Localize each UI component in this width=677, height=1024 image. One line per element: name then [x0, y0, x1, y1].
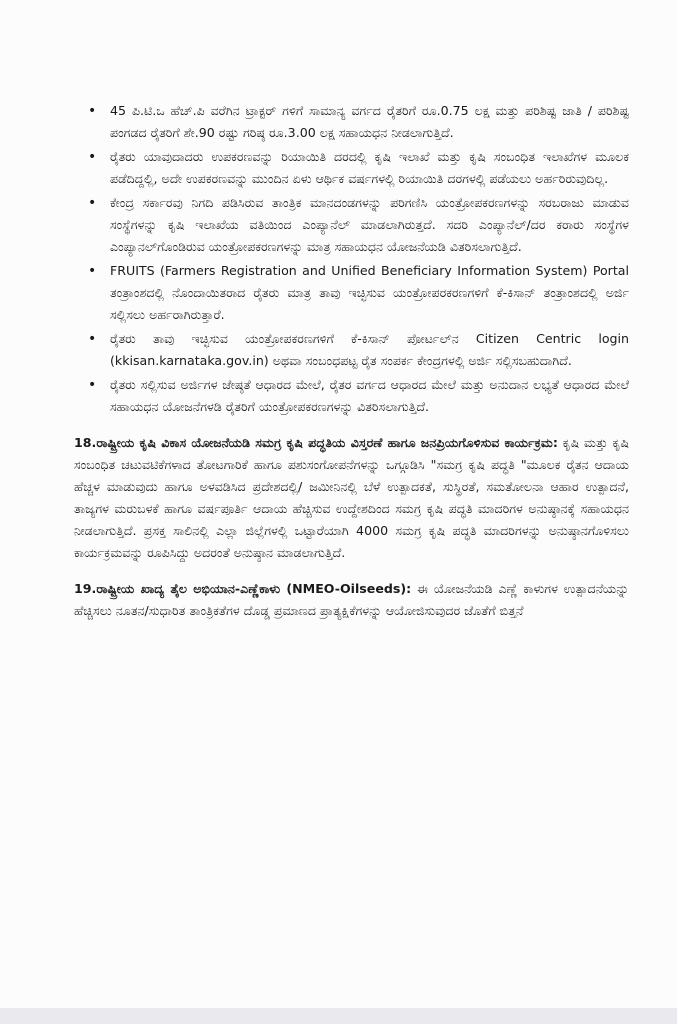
- section-18-number: 18.: [74, 435, 97, 450]
- bullet-item-fruits-portal: • FRUITS (Farmers Registration and Unified Beneficiary Information System) Portal ತಂತ್ರಾಂಶದಲ್ಲಿ ನೊಂದಾಯಿತರಾದ ರೈತರು ಮಾತ್ರ ತಾವು ಇಚ್ಛಿಸುವ ಯಂತ್ರೋಪರಕರಣಗಳಿಗೆ ಕೆ-ಕಿಸಾನ್ ತಂತ್ರಾಂಶದಲ್ಲಿ ಅರ್ಜಿ ಸಲ್ಲಿಸಲು ಅರ್ಹರಾಗಿರುತ್ತಾರೆ.: [110, 260, 629, 326]
- bullet-item-kkisan-login: • ರೈತರು ತಾವು ಇಚ್ಛಿಸುವ ಯಂತ್ರೋಪಕರಣಗಳಿಗೆ ಕೆ-ಕಿಸಾನ್ ಪೋರ್ಟಲ್‌ನ Citizen Centric login (kkisan.karnataka.gov.in) ಅಥವಾ ಸಂಬಂಧಪಟ್ಟ ರೈತ ಸಂಪರ್ಕ ಕೇಂದ್ರಗಳಲ್ಲಿ ಅರ್ಜಿ ಸಲ್ಲಿಸಬಹುದಾಗಿದೆ.: [110, 328, 629, 372]
- section-18-body: ಕೃಷಿ ಮತ್ತು ಕೃಷಿ ಸಂಬಂಧಿತ ಚಟುವಟಿಕೆಗಳಾದ ತೋಟಗಾರಿಕೆ ಹಾಗೂ ಪಶುಸಂಗೋಪನೆಗಳನ್ನು ಒಗ್ಗೂಡಿಸಿ "ಸಮಗ್ರ ಕೃಷಿ ಪದ್ಧತಿ "ಮೂಲಕ ರೈತನ ಆದಾಯ ಹೆಚ್ಚಳ ಮಾಡುವುದು ಹಾಗೂ ಅಳವಡಿಸಿದ ಪ್ರದೇಶದಲ್ಲಿ/ ಜಮೀನಿನಲ್ಲಿ ಬೆಳೆ ಉತ್ಪಾದಕತೆ, ಸುಸ್ಥಿರತೆ, ಸಮತೋಲನಾ ಆಹಾರ ಉತ್ಪಾದನೆ, ತಾಜ್ಯಗಳ ಮರುಬಳಕೆ ಹಾಗೂ ವರ್ಷಪೂರ್ತಿ ಆದಾಯ ಹೆಚ್ಚಿಸುವ ಉದ್ದೇಶದಿಂದ ಸಮಗ್ರ ಕೃಷಿ ಪದ್ಧತಿ ಮಾದರಿಗಳ ಅನುಷ್ಠಾನಕ್ಕೆ ಸಹಾಯಧನ ನೀಡಲಾಗುತ್ತಿದೆ. ಪ್ರಸಕ್ತ ಸಾಲಿನಲ್ಲಿ ಎಲ್ಲಾ ಜಿಲ್ಲೆಗಳಲ್ಲಿ ಒಟ್ಟಾರೆಯಾಗಿ 4000 ಸಮಗ್ರ ಕೃಷಿ ಪದ್ಧತಿ ಮಾದರಿಗಳನ್ನು ಅನುಷ್ಠಾನಗೊಳಿಸಲು ಕಾರ್ಯಕ್ರಮವನ್ನು ರೂಪಿಸಿದ್ದು ಅದರಂತೆ ಅನುಷ್ಠಾನ ಮಾಡಲಾಗುತ್ತಿದೆ.: [74, 435, 630, 560]
- section-18-paragraph: [74, 432, 629, 564]
- section-19-paragraph: [74, 578, 629, 622]
- eligibility-bullet-list: [110, 100, 629, 418]
- bullet-item-empanelment: • ಕೇಂದ್ರ ಸರ್ಕಾರವು ನಿಗದಿ ಪಡಿಸಿರುವ ತಾಂತ್ರಿಕ ಮಾನದಂಡಗಳನ್ನು ಪರಿಗಣಿಸಿ ಯಂತ್ರೋಪಕರಣಗಳನ್ನು ಸರಬರಾಜು ಮಾಡುವ ಸಂಸ್ಥೆಗಳನ್ನು ಕೃಷಿ ಇಲಾಖೆಯ ವತಿಯಿಂದ ಎಂಪ್ಯಾನೆಲ್ ಮಾಡಲಾಗಿರುತ್ತದೆ. ಸದರಿ ಎಂಪ್ಯಾನೆಲ್/ದರ ಕರಾರು ಸಂಸ್ಥೆಗಳ ಎಂಪ್ಯಾನಲ್‌ಗೊಂಡಿರುವ ಯಂತ್ರೋಪಕರಣಗಳನ್ನು ಮಾತ್ರ ಸಹಾಯಧನ ಯೋಜನೆಯಡಿ ವಿತರಿಸಲಾಗುತ್ತಿದೆ.: [110, 192, 629, 258]
- bullet-item-seniority-basis: • ರೈತರು ಸಲ್ಲಿಸುವ ಅರ್ಜಿಗಳ ಜೇಷ್ಠತೆ ಆಧಾರದ ಮೇಲೆ, ರೈತರ ವರ್ಗದ ಆಧಾರದ ಮೇಲೆ ಮತ್ತು ಅನುದಾನ ಲಭ್ಯತೆ ಆಧಾರದ ಮೇಲೆ ಸಹಾಯಧನ ಯೋಜನೆಗಳಡಿ ರೈತರಿಗೆ ಯಂತ್ರೋಪಕರಣಗಳನ್ನು ವಿತರಿಸಲಾಗುತ್ತಿದೆ.: [110, 374, 629, 418]
- bottom-bar: [0, 1008, 677, 1024]
- section-19-body: ಈ ಯೋಜನೆಯಡಿ ಎಣ್ಣೆ ಕಾಳುಗಳ ಉತ್ಪಾದನೆಯನ್ನು ಹೆಚ್ಚಿಸಲು ನೂತನ/ಸುಧಾರಿತ ತಾಂತ್ರಿಕತೆಗಳ ದೊಡ್ಡ ಪ್ರಮಾಣದ ಪ್ರಾತ್ಯಕ್ಷಿಕೆಗಳನ್ನು ಆಯೋಜಿಸುವುದರ ಜೊತೆಗೆ ಬಿತ್ತನೆ: [74, 581, 629, 618]
- bullet-item-tractor-subsidy: • 45 ಪಿ.ಟಿ.ಒ ಹೆಚ್.ಪಿ ವರೆಗಿನ ಟ್ರಾಕ್ಟರ್ ಗಳಿಗೆ ಸಾಮಾನ್ಯ ವರ್ಗದ ರೈತರಿಗೆ ರೂ.0.75 ಲಕ್ಷ ಮತ್ತು ಪರಿಶಿಷ್ಟ ಜಾತಿ / ಪರಿಶಿಷ್ಟ ಪಂಗಡದ ರೈತರಿಗೆ ಶೇ.90 ರಷ್ಟು ಗರಿಷ್ಠ ರೂ.3.00 ಲಕ್ಷ ಸಹಾಯಧನ ನೀಡಲಾಗುತ್ತಿದೆ.: [110, 100, 629, 144]
- bullet-item-seven-year-rule: • ರೈತರು ಯಾವುದಾದರು ಉಪಕರಣವನ್ನು ರಿಯಾಯಿತಿ ದರದಲ್ಲಿ ಕೃಷಿ ಇಲಾಖೆ ಮತ್ತು ಕೃಷಿ ಸಂಬಂಧಿತ ಇಲಾಖೆಗಳ ಮೂಲಕ ಪಡೆದಿದ್ದಲ್ಲಿ, ಅದೇ ಉಪಕರಣವನ್ನು ಮುಂದಿನ ಏಳು ಆರ್ಥಿಕ ವರ್ಷಗಳಲ್ಲಿ ರಿಯಾಯಿತಿ ದರಗಳಲ್ಲಿ ಪಡೆಯಲು ಅರ್ಹರಿರುವುದಿಲ್ಲ.: [110, 146, 629, 190]
- section-19-number: 19.: [74, 581, 97, 596]
- section-19-heading: ರಾಷ್ಟ್ರೀಯ ಖಾದ್ಯ ತೈಲ ಅಭಿಯಾನ-ಎಣ್ಣೆಕಾಳು (NMEO-Oilseeds):: [96, 581, 412, 596]
- section-18-heading: ರಾಷ್ಟ್ರೀಯ ಕೃಷಿ ವಿಕಾಸ ಯೋಜನೆಯಡಿ ಸಮಗ್ರ ಕೃಷಿ ಪದ್ಧತಿಯ ವಿಸ್ತರಣೆ ಹಾಗೂ ಜನಪ್ರಿಯಗೊಳಿಸುವ ಕಾರ್ಯಕ್ರಮ:: [96, 435, 558, 450]
